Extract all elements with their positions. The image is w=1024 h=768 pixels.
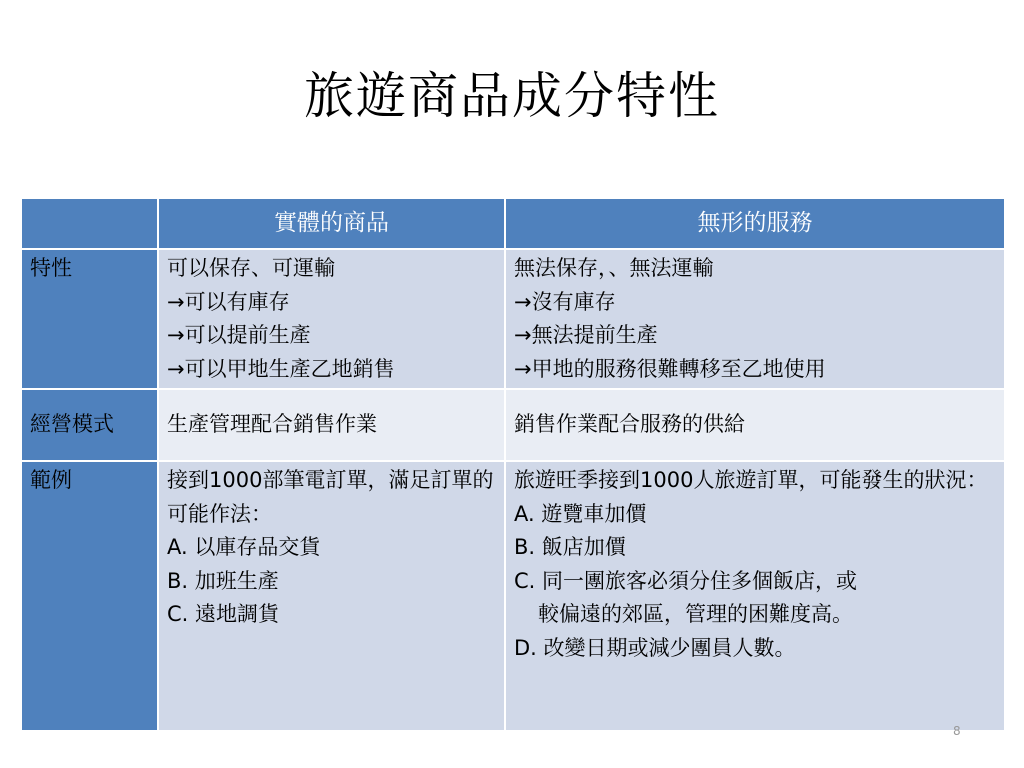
row-label-examples: 範例 [21, 461, 158, 731]
cell-physical-characteristics [158, 249, 505, 389]
slide-title: 旅遊商品成分特性 [304, 67, 720, 125]
cell-line: C. 同一團旅客必須分住多個飯店，或 [514, 568, 858, 593]
cell-line: A. 以庫存品交貨 [167, 535, 321, 559]
comparison-table [20, 197, 1006, 732]
table-row [21, 461, 1005, 731]
row-label-business-model: 經營模式 [21, 389, 158, 461]
page-number: 8 [953, 724, 961, 738]
cell-line: 較偏遠的郊區，管理的困難度高。 [538, 602, 853, 626]
header-corner [21, 198, 158, 249]
table-row [21, 249, 1005, 389]
cell-line: 生產管理配合銷售作業 [167, 412, 377, 437]
cell-line: →可以甲地生產乙地銷售 [167, 356, 395, 381]
cell-service-examples [505, 461, 1005, 731]
cell-line: →無法提前生產 [514, 323, 658, 347]
cell-line: 接到1000部筆電訂單，滿足訂單的可能作法： [167, 468, 494, 526]
cell-physical-examples [158, 461, 505, 731]
header-physical-goods: 實體的商品 [158, 198, 505, 249]
header-intangible-service: 無形的服務 [505, 198, 1005, 249]
row-label-characteristics: 特性 [21, 249, 158, 389]
cell-line: B. 飯店加價 [514, 535, 626, 559]
cell-line: →可以提前生產 [167, 323, 311, 347]
table-header-row [21, 198, 1005, 249]
cell-line: 無法保存，、無法運輸 [514, 256, 714, 280]
cell-line: 旅遊旺季接到1000人旅遊訂單，可能發生的狀況： [514, 468, 988, 492]
cell-line: C. 遠地調貨 [167, 602, 280, 626]
cell-service-characteristics [505, 249, 1005, 389]
cell-line: →可以有庫存 [167, 289, 290, 314]
cell-line: A. 遊覽車加價 [514, 501, 647, 526]
table-row [21, 389, 1005, 461]
cell-line: 銷售作業配合服務的供給 [514, 412, 745, 437]
cell-physical-business-model [158, 389, 505, 461]
cell-line: →沒有庫存 [514, 289, 616, 314]
cell-service-business-model [505, 389, 1005, 461]
cell-line: 可以保存、可運輸 [167, 256, 335, 280]
cell-line: B. 加班生產 [167, 568, 279, 593]
cell-line: →甲地的服務很難轉移至乙地使用 [514, 356, 826, 381]
cell-line: D. 改變日期或減少團員人數。 [514, 635, 796, 660]
